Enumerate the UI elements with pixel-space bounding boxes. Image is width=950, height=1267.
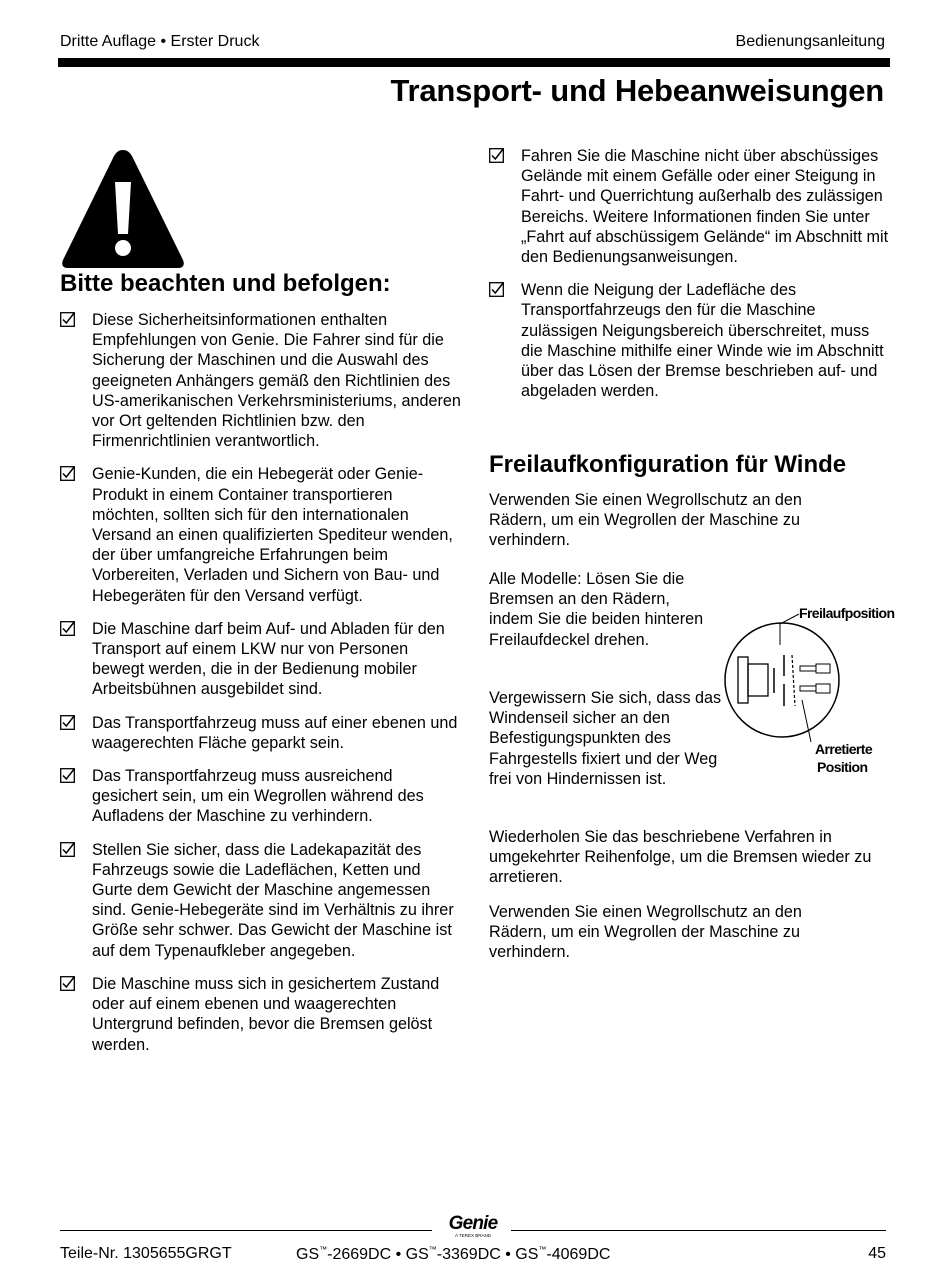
footer-rule-left <box>60 1230 432 1231</box>
list-item <box>60 974 462 1055</box>
checkbox-icon <box>60 312 75 327</box>
right-section-heading: Freilaufkonfiguration für Winde <box>489 451 847 478</box>
list-item-text: Wenn die Neigung der Ladefläche des Transportfahrzeugs den für die Maschine zulässigen Neigungsbereich überschreitet, muss die Maschine mithilfe einer Winde wie im Abschnitt über das Lösen der Bremse beschrieben auf- und abgeladen werden. <box>521 281 884 401</box>
checkbox-icon <box>60 715 75 730</box>
list-item <box>489 146 894 267</box>
paragraph-wheel-chocks: Verwenden Sie einen Wegrollschutz an den Rädern, um ein Wegrollen der Maschine zu verhindern. <box>489 491 802 550</box>
checkbox-icon <box>60 976 75 991</box>
header-edition: Dritte Auflage • Erster Druck <box>60 33 260 50</box>
list-item-text: Fahren Sie die Maschine nicht über abschüssiges Gelände mit einem Gefälle oder einer Steigung in Fahrt- und Querrichtung außerhalb des zulässigen Bereichs. Weitere Informationen finden Sie unter „Fahrt auf abschüssigem Gelände“ im Abschnitt mit den Bedienungsanweisungen. <box>521 147 889 267</box>
list-item <box>60 766 462 827</box>
paragraph-winch-cable: Vergewissern Sie sich, dass das Windenseil sicher an den Befestigungspunkten des Fahrgestells fixiert und der Weg frei von Hindernissen ist. <box>489 689 722 788</box>
footer-part-number: Teile-Nr. 1305655GRGT <box>60 1245 232 1262</box>
right-checklist <box>489 146 894 414</box>
paragraph-repeat-procedure: Wiederholen Sie das beschriebene Verfahren in umgekehrter Reihenfolge, um die Bremsen wieder zu arretieren. <box>489 828 872 887</box>
figure-label-position: Position <box>817 759 868 775</box>
genie-logo <box>440 1212 506 1238</box>
checkbox-icon <box>60 466 75 481</box>
checkbox-icon <box>60 768 75 783</box>
list-item <box>60 310 462 451</box>
list-item-text: Stellen Sie sicher, dass die Ladekapazität des Fahrzeugs sowie die Ladeflächen, Ketten und Gurte dem Gewicht der Maschine angemessen sind. Genie-Hebegeräte sind im Verhältnis zu ihrer Größe sehr schwer. Das Gewicht der Maschine ist auf dem Typenaufkleber angegeben. <box>92 840 454 960</box>
list-item <box>60 619 462 700</box>
svg-text:A TEREX BRAND: A TEREX BRAND <box>455 1233 491 1238</box>
left-section-heading: Bitte beachten und befolgen: <box>60 270 391 297</box>
list-item-text: Genie-Kunden, die ein Hebegerät oder Genie-Produkt in einem Container transportieren möchten, sollten sich für den internationalen Versand an einen qualifizierten Spediteur wenden, der über umfangreiche Erfahrungen beim Vorbereiten, Verladen und Sichern von Bau- und Hebegeräten für den Versand verfügt. <box>92 465 453 605</box>
list-item-text: Das Transportfahrzeug muss auf einer ebenen und waagerechten Fläche geparkt sein. <box>92 713 458 752</box>
figure-label-locked: Arretierte <box>815 741 873 757</box>
header-manual-type: Bedienungsanleitung <box>735 33 885 50</box>
footer-models: GS™-2669DC • GS™-3369DC • GS™-4069DC <box>296 1245 611 1263</box>
list-item <box>60 464 462 605</box>
list-item-text: Die Maschine muss sich in gesichertem Zustand oder auf einem ebenen und waagerechten Untergrund befinden, bevor die Bremsen gelöst werden. <box>92 974 440 1054</box>
list-item <box>489 280 894 401</box>
header-rule <box>58 58 890 67</box>
list-item <box>60 713 462 753</box>
list-item-text: Diese Sicherheitsinformationen enthalten Empfehlungen von Genie. Die Fahrer sind für die Sicherung der Maschinen und die Auswahl des geeigneten Anhängers gemäß den Richtlinien des US-amerikanischen Verkehrsministeriums, anderen vor Ort geltenden Richtlinien bzw. den Firmenrichtlinien verantwortlich. <box>92 311 461 451</box>
footer-rule-right <box>511 1230 886 1231</box>
list-item-text: Das Transportfahrzeug muss ausreichend gesichert sein, um ein Wegrollen während des Aufladens der Maschine zu verhindern. <box>92 767 424 826</box>
checkbox-icon <box>60 621 75 636</box>
footer-page-number: 45 <box>868 1245 886 1262</box>
list-item <box>60 840 462 961</box>
svg-text:Genie: Genie <box>448 1213 498 1234</box>
page-title: Transport- und Hebeanweisungen <box>390 73 884 108</box>
list-item-text: Die Maschine darf beim Auf- und Abladen für den Transport auf einem LKW nur von Personen bewegt werden, die in der Bedienung mobiler Arbeitsbühnen ausgebildet sind. <box>92 619 445 699</box>
warning-triangle-icon <box>60 148 186 270</box>
figure-label-freewheel: Freilaufposition <box>799 605 895 621</box>
paragraph-wheel-chocks-2: Verwenden Sie einen Wegrollschutz an den Rädern, um ein Wegrollen der Maschine zu verhindern. <box>489 903 802 962</box>
checkbox-icon <box>489 282 504 297</box>
checkbox-icon <box>60 842 75 857</box>
checkbox-icon <box>489 148 504 163</box>
freewheel-diagram <box>722 600 897 785</box>
left-checklist <box>60 310 462 1068</box>
paragraph-release-brakes: Alle Modelle: Lösen Sie die Bremsen an den Rädern, indem Sie die beiden hinteren Freilaufdeckel drehen. <box>489 570 704 649</box>
